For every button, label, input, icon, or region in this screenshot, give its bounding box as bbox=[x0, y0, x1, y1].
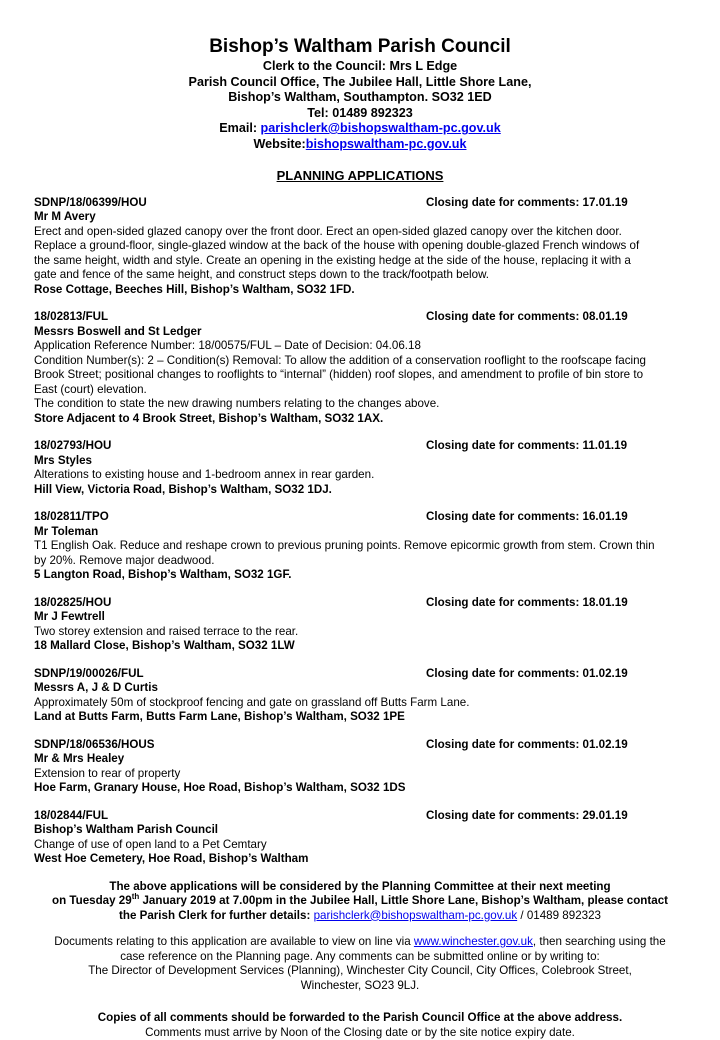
application-description-line: the same height, width and style. Create an opening in the existing hedge at the side of the house, replacing it with a bbox=[34, 253, 631, 267]
application-entry bbox=[34, 596, 686, 654]
application-description-line: by 20%. Remove major deadwood. bbox=[34, 553, 215, 567]
application-reference: 18/02813/FUL bbox=[34, 310, 109, 323]
application-reference: 18/02793/HOU bbox=[34, 439, 112, 452]
email-link[interactable]: parishclerk@bishopswaltham-pc.gov.uk bbox=[260, 121, 501, 135]
address-line: Bishop’s Waltham, Southampton. SO32 1ED bbox=[228, 90, 492, 104]
closing-date: Closing date for comments: 17.01.19 bbox=[426, 195, 628, 209]
site-address: 5 Langton Road, Bishop’s Waltham, SO32 1GF. bbox=[34, 568, 292, 581]
closing-date: Closing date for comments: 18.01.19 bbox=[426, 595, 628, 609]
applicant-name: Mr M Avery bbox=[34, 210, 96, 223]
closing-date: Closing date for comments: 11.01.19 bbox=[426, 439, 628, 452]
winchester-link[interactable]: www.winchester.gov.uk bbox=[413, 935, 533, 948]
meeting-notice bbox=[0, 880, 720, 924]
application-reference: SDNP/19/00026/FUL bbox=[34, 666, 144, 680]
council-name: Bishop’s Waltham Parish Council bbox=[209, 36, 511, 57]
applicant-name: Mr & Mrs Healey bbox=[34, 752, 125, 765]
application-entry bbox=[34, 667, 686, 725]
applicant-name: Messrs A, J & D Curtis bbox=[34, 681, 158, 694]
application-entry bbox=[34, 510, 686, 583]
meeting-line-3-end: / 01489 892323 bbox=[517, 908, 601, 922]
site-address: West Hoe Cemetery, Hoe Road, Bishop’s Waltham bbox=[34, 852, 309, 865]
closing-date: Closing date for comments: 29.01.19 bbox=[426, 808, 628, 822]
application-description-line: Change of use of open land to a Pet Cemtary bbox=[34, 837, 267, 851]
application-description-line: Brook Street; positional changes to rooflights to “internal” (hidden) roof slopes, and amendment to profile of bin store to bbox=[34, 368, 644, 381]
application-description-line: Application Reference Number: 18/00575/FUL – Date of Decision: 04.06.18 bbox=[34, 339, 421, 352]
meeting-line-3 bbox=[0, 909, 720, 924]
application-description-line: Condition Number(s): 2 – Condition(s) Removal: To allow the addition of a conservation rooflight to the roofscape facing bbox=[34, 353, 647, 367]
application-entry bbox=[34, 439, 686, 497]
meeting-date-suffix: th bbox=[131, 892, 140, 902]
application-description-line: gate and fence of the same height, and construct steps down to the track/footpath below. bbox=[34, 268, 490, 281]
section-title: PLANNING APPLICATIONS bbox=[276, 168, 444, 183]
letterhead bbox=[0, 0, 720, 152]
site-address: 18 Mallard Close, Bishop’s Waltham, SO32 1LW bbox=[34, 639, 295, 652]
application-header bbox=[34, 667, 686, 682]
application-header bbox=[34, 738, 686, 753]
application-header bbox=[34, 596, 686, 611]
meeting-line-3-start: the Parish Clerk for further details: bbox=[119, 908, 314, 922]
application-entry bbox=[34, 196, 686, 298]
applicant-name: Mr J Fewtrell bbox=[34, 610, 105, 623]
application-entry bbox=[34, 809, 686, 867]
copies-line-1: Copies of all comments should be forwarded to the Parish Council Office at the above address. bbox=[97, 1011, 623, 1024]
copies-notice bbox=[0, 1011, 720, 1040]
application-description-line: Extension to rear of property bbox=[34, 766, 181, 780]
meeting-line-2 bbox=[0, 894, 720, 909]
site-address: Hill View, Victoria Road, Bishop’s Waltham, SO32 1DJ. bbox=[34, 482, 332, 496]
site-address: Rose Cottage, Beeches Hill, Bishop’s Waltham, SO32 1FD. bbox=[34, 282, 355, 296]
email-label: Email: bbox=[219, 121, 261, 135]
clerk-line: Clerk to the Council: Mrs L Edge bbox=[262, 59, 458, 73]
meeting-line-2-end: January 2019 at 7.00pm in the Jubilee Hall, Little Shore Lane, Bishop’s Waltham, please contact bbox=[139, 894, 668, 907]
documents-line-2: case reference on the Planning page. Any comments can be submitted online or by writing to: bbox=[120, 949, 600, 963]
closing-date: Closing date for comments: 16.01.19 bbox=[426, 510, 628, 523]
application-header bbox=[34, 196, 686, 211]
application-description-line: Approximately 50m of stockproof fencing and gate on grassland off Butts Farm Lane. bbox=[34, 695, 470, 709]
documents-line-1-start: Documents relating to this application are available to view on line via bbox=[54, 935, 414, 948]
applicant-name: Mrs Styles bbox=[34, 453, 92, 467]
tel-line: Tel: 01489 892323 bbox=[307, 105, 413, 120]
closing-date: Closing date for comments: 08.01.19 bbox=[426, 310, 628, 323]
applicant-name: Mr Toleman bbox=[34, 524, 99, 538]
applicant-name: Bishop’s Waltham Parish Council bbox=[34, 823, 219, 836]
applicant-name: Messrs Boswell and St Ledger bbox=[34, 324, 202, 338]
application-reference: SDNP/18/06399/HOU bbox=[34, 195, 147, 209]
website-link[interactable]: bishopswaltham-pc.gov.uk bbox=[305, 136, 467, 151]
application-header bbox=[34, 809, 686, 824]
application-description-line: Replace a ground-floor, single-glazed window at the back of the house with opening double-glazed French windows of bbox=[34, 239, 640, 252]
application-description-line: T1 English Oak. Reduce and reshape crown to previous pruning points. Remove epicormic growth from stem. Crown thin bbox=[34, 539, 655, 552]
copies-line-2: Comments must arrive by Noon of the Closing date or by the site notice expiry date. bbox=[145, 1025, 575, 1039]
website-line bbox=[0, 137, 720, 153]
application-description-line: Erect and open-sided glazed canopy over the front door. Erect an open-sided glazed canopy over the kitchen door. bbox=[34, 224, 622, 238]
application-header bbox=[34, 510, 686, 525]
application-description-line: East (court) elevation. bbox=[34, 382, 147, 396]
application-entry bbox=[34, 738, 686, 796]
office-line: Parish Council Office, The Jubilee Hall, Little Shore Lane, bbox=[188, 74, 532, 89]
application-reference: 18/02825/HOU bbox=[34, 595, 112, 609]
documents-notice bbox=[0, 935, 720, 993]
application-reference: SDNP/18/06536/HOUS bbox=[34, 737, 155, 751]
meeting-line-1: The above applications will be considered by the Planning Committee at their next meeting bbox=[109, 879, 611, 893]
site-address: Land at Butts Farm, Butts Farm Lane, Bishop’s Waltham, SO32 1PE bbox=[34, 710, 405, 723]
email-line bbox=[0, 121, 720, 137]
application-description-line: Two storey extension and raised terrace to the rear. bbox=[34, 624, 299, 638]
closing-date: Closing date for comments: 01.02.19 bbox=[426, 666, 628, 680]
meeting-line-2-start: on Tuesday 29 bbox=[52, 894, 132, 907]
documents-line-1-end: , then searching using the bbox=[532, 935, 666, 948]
website-label: Website: bbox=[253, 136, 306, 151]
application-reference: 18/02811/TPO bbox=[34, 510, 109, 523]
application-description-line: The condition to state the new drawing numbers relating to the changes above. bbox=[34, 397, 440, 410]
closing-date: Closing date for comments: 01.02.19 bbox=[426, 737, 628, 751]
application-description-line: Alterations to existing house and 1-bedroom annex in rear garden. bbox=[34, 468, 375, 481]
documents-line-4: Winchester, SO23 9LJ. bbox=[300, 978, 420, 992]
documents-line-3: The Director of Development Services (Planning), Winchester City Council, City Offices, Colebrook Street, bbox=[88, 964, 632, 977]
application-header bbox=[34, 439, 686, 454]
site-address: Store Adjacent to 4 Brook Street, Bishop’s Waltham, SO32 1AX. bbox=[34, 411, 384, 425]
site-address: Hoe Farm, Granary House, Hoe Road, Bishop’s Waltham, SO32 1DS bbox=[34, 781, 406, 794]
documents-line-1 bbox=[0, 935, 720, 950]
application-reference: 18/02844/FUL bbox=[34, 808, 109, 822]
application-header bbox=[34, 310, 686, 325]
clerk-email-link[interactable]: parishclerk@bishopswaltham-pc.gov.uk bbox=[313, 908, 518, 922]
application-entry bbox=[34, 310, 686, 426]
applications-list bbox=[0, 196, 720, 867]
